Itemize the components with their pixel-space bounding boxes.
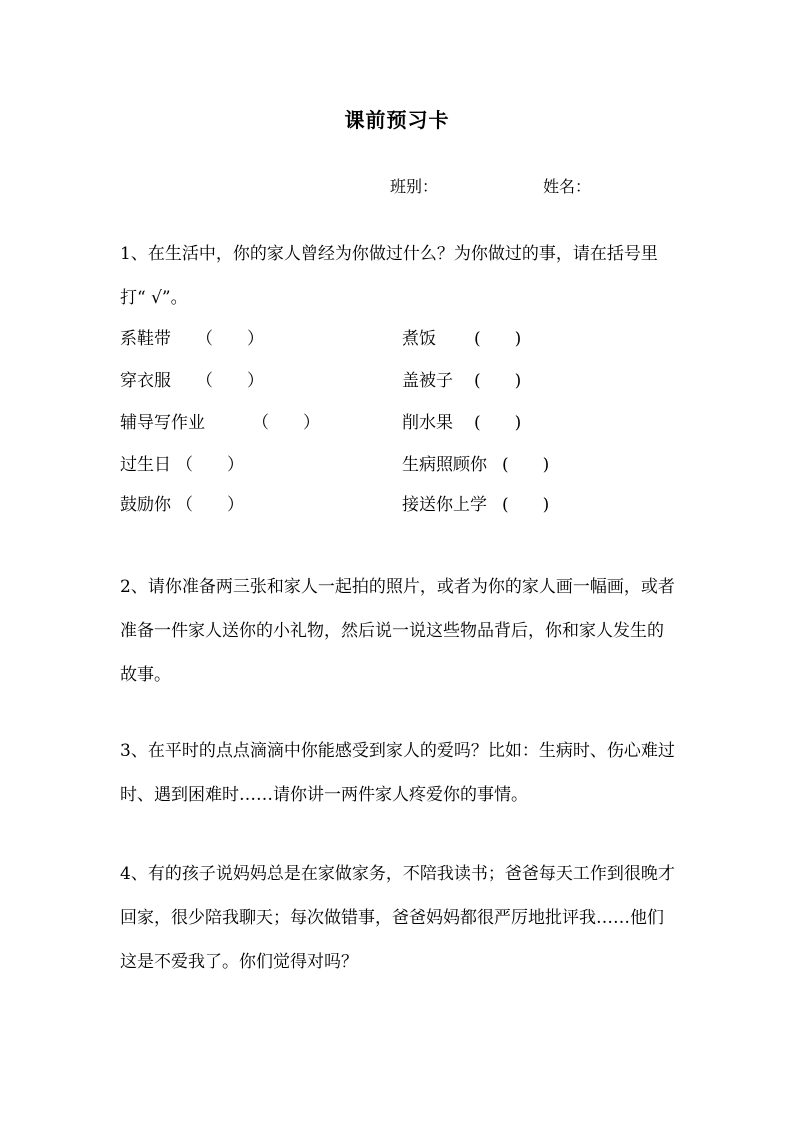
item-bracket: （ ） — [196, 371, 264, 391]
item-bracket: （ ） — [196, 329, 264, 349]
item-label: 生病照顾你 — [402, 455, 487, 475]
item-label: 辅导写作业 — [120, 413, 205, 433]
item-label: 穿衣服 — [120, 371, 171, 391]
item-bracket: （ ） — [252, 413, 320, 433]
item-bracket: ( ) — [474, 329, 522, 349]
item-label: 接送你上学 — [402, 495, 487, 515]
page-title: 课前预习卡 — [344, 108, 450, 132]
name-label: 姓名： — [543, 177, 592, 196]
item-bracket: ( ) — [502, 495, 550, 515]
question-1: 1、在生活中，你的家人曾经为你做过什么？为你做过的事，请在括号里打“ √”。 — [120, 244, 658, 308]
item-bracket: ( ) — [502, 455, 550, 475]
question-3: 3、在平时的点点滴滴中你能感受到家人的爱吗？比如：生病时、伤心难过时、遇到困难时……请你讲一两件家人疼爱你的事情。 — [120, 741, 675, 805]
item-label: 鼓励你 — [120, 495, 171, 515]
item-label: 削水果 — [402, 413, 453, 433]
item-label: 过生日 — [120, 455, 171, 475]
question-2: 2、请你准备两三张和家人一起拍的照片，或者为你的家人画一幅画，或者准备一件家人送你的小礼物，然后说一说这些物品背后，你和家人发生的故事。 — [120, 577, 675, 685]
item-bracket: （ ） — [176, 455, 244, 475]
class-label: 班别： — [390, 177, 439, 196]
question-4: 4、有的孩子说妈妈总是在家做家务，不陪我读书；爸爸每天工作到很晚才回家，很少陪我聊天；每次做错事，爸爸妈妈都很严厉地批评我……他们这是不爱我了。你们觉得对吗？ — [120, 864, 675, 972]
item-label: 煮饭 — [402, 329, 436, 349]
item-bracket: ( ) — [474, 371, 522, 391]
item-bracket: （ ） — [176, 495, 244, 515]
item-label: 系鞋带 — [120, 329, 171, 349]
item-bracket: ( ) — [474, 413, 522, 433]
item-label: 盖被子 — [402, 371, 453, 391]
